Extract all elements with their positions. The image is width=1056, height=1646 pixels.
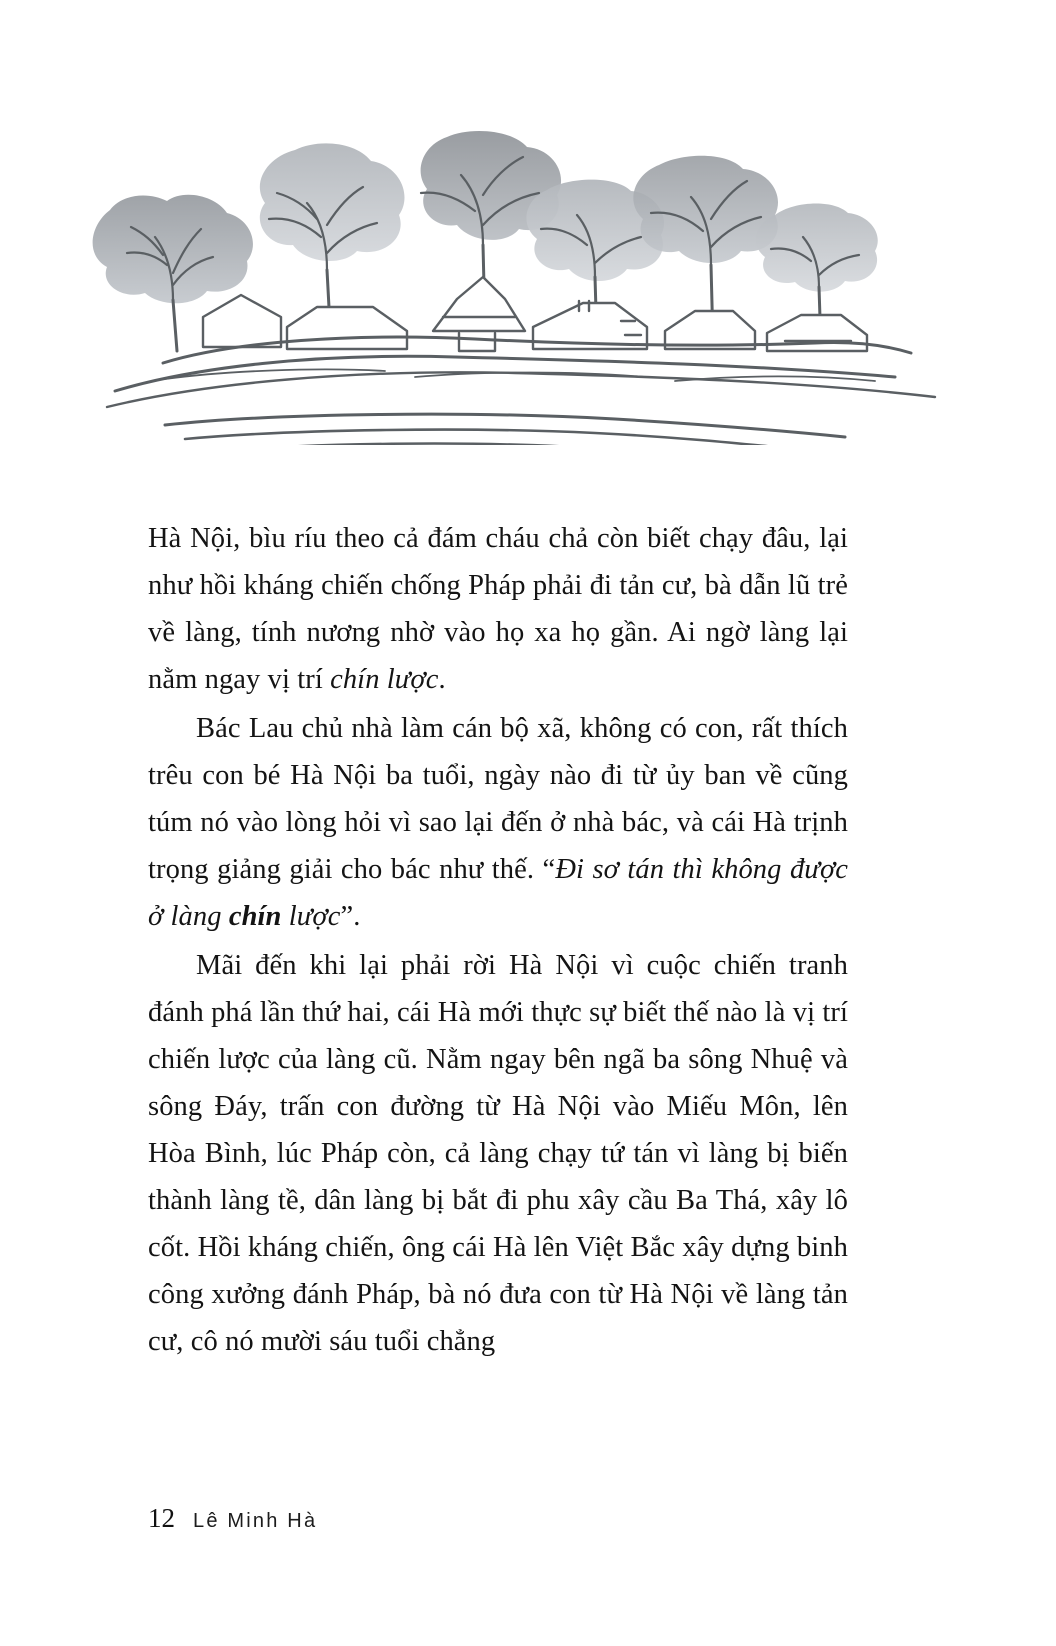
page-number: 12 [148, 1503, 175, 1533]
running-head-author: Lê Minh Hà [193, 1510, 318, 1532]
paragraph-2: Bác Lau chủ nhà làm cán bộ xã, không có con, rất thích trêu con bé Hà Nội ba tuổi, ngày nào đi từ ủy ban về cũng túm nó vào lòng hỏi vì sao lại đến ở nhà bác, và cái Hà trịnh trọng giảng giải cho bác như thế. “Đi sơ tán thì không được ở làng chín lược”. [148, 713, 849, 932]
page-body-text [148, 515, 848, 1367]
river-water-lines [165, 414, 845, 445]
bold-italic-word-chin: chín [228, 901, 282, 932]
italic-phrase-chin-luoc-1: chín lược [330, 664, 439, 695]
page-footer [148, 1503, 317, 1534]
paragraph-3: Mãi đến khi lại phải rời Hà Nội vì cuộc chiến tranh đánh phá lần thứ hai, cái Hà mới thực sự biết thế nào là vị trí chiến lược của làng cũ. Nằm ngay bên ngã ba sông Nhuệ và sông Đáy, trấn con đường từ Hà Nội vào Miếu Môn, lên Hòa Bình, lúc Pháp còn, cả làng chạy tứ tán vì làng bị biến thành làng tề, dân làng bị bắt đi phu xây cầu Ba Thá, xây lô cốt. Hồi kháng chiến, ông cái Hà lên Việt Bắc xây dựng binh công xưởng đánh Pháp, bà nó đưa con từ Hà Nội về làng tản cư, cô nó mười sáu tuổi chẳng [148, 950, 848, 1357]
quoted-italic-phrase: Đi sơ tán thì không được ở làng chín lược [148, 854, 849, 932]
paragraph-1: Hà Nội, bìu ríu theo cả đám cháu chả còn biết chạy đâu, lại như hồi kháng chiến chống Pháp phải đi tản cư, bà dẫn lũ trẻ về làng, tính nương nhờ vào họ xa họ gần. Ai ngờ làng lại nằm ngay vị trí chín lược. [148, 523, 848, 695]
village-riverbank-illustration [55, 95, 955, 445]
